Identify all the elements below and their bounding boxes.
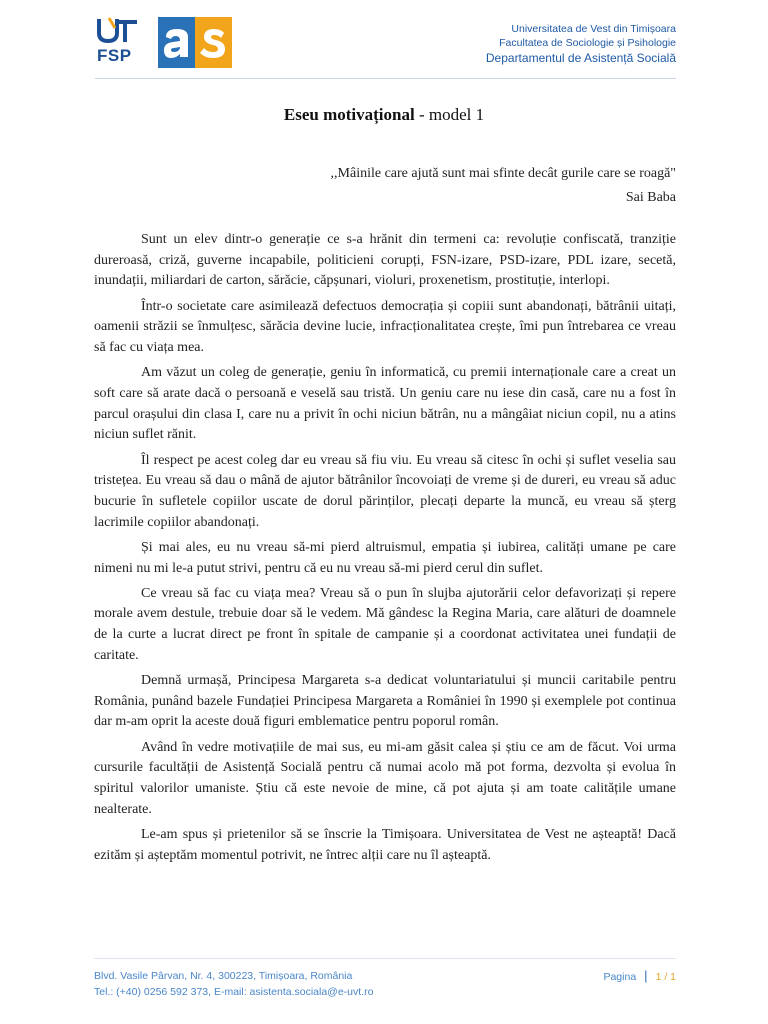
uvt-logo-icon: [95, 16, 141, 46]
footer-contact: [94, 968, 373, 1000]
letterhead: [0, 0, 768, 80]
fsp-label: FSP: [97, 46, 132, 65]
paragraph: Ce vreau să fac cu viața mea? Vreau să o pun în slujba ajutorării celor defavorizați și repere morale avem destule, trebuie doar să le vedem. Mă gândesc la Regina Maria, care alături de doamnele de la curte a lucrat direct pe front în spitale de campanie și a coordonat activitatea unei fundații de caritate.: [94, 585, 676, 663]
page-label: Pagina: [603, 971, 637, 983]
essay-body: [94, 230, 676, 871]
page-number: 1 / 1: [655, 971, 676, 983]
paragraph: Am văzut un coleg de generație, geniu în informatică, cu premii internaționale care a creat un soft care să arate dacă o persoană e veselă sau tristă. Un geniu care nu iese din casă, care nu a fost în parcul orașului din clasa I, care nu a privit în ochi niciun bătrân, nu a mângâiat niciun copil, nu a atins niciun suflet rănit.: [94, 365, 676, 443]
paragraph: Având în vedre motivațiile de mai sus, eu mi-am găsit calea și știu ce am de făcut. Voi urma cursurile facultății de Asistență Socială pentru că numai acolo mă pot forma, dezvolta și evolua în spiritul valorilor umaniste. Știu că este nevoie de mine, că pot ajuta și am toate calitățile umane nealterate.: [94, 739, 676, 817]
asistenta-sociala-logo-icon: [158, 17, 232, 68]
institution-lines: [486, 22, 676, 66]
header-divider: [95, 78, 676, 79]
faculty-name: Facultatea de Sociologie și Psihologie: [499, 37, 676, 49]
footer-divider: [94, 958, 676, 959]
title-bold: Eseu motivațional: [283, 105, 415, 124]
motto-quote: ,,Mâinile care ajută sunt mai sfinte decât gurile care se roagă": [330, 166, 676, 181]
uvt-fsp-logo: [95, 16, 145, 68]
paragraph: Într-o societate care asimilează defectuos democrația și copiii sunt abandonați, bătrânii uitați, oamenii străzii se înmulțesc, sărăcia devine lucie, infracționalitatea crește, îmi pun întrebarea ce vreau să fac cu viața mea.: [94, 298, 676, 356]
footer-phone-email: Tel.: (+40) 0256 592 373, E-mail: asistenta.sociala@e-uvt.ro: [94, 986, 374, 998]
paragraph: Îl respect pe acest coleg dar eu vreau să fiu viu. Eu vreau să citesc în ochi și suflet veselia sau tristețea. Eu vreau să dau o mână de ajutor bătrânilor încovoiați de vreme și de dureri, eu vreau să aduc bucurie în sufletele copiilor uscate de dorul părinților, plecați departe la muncă, eu vreau să șterg lacrimile copiilor abandonați.: [94, 452, 676, 530]
paragraph: Le-am spus și prietenilor să se înscrie la Timișoara. Universitatea de Vest ne așteaptă! Dacă ezităm și așteptăm momentul potrivit, ne întrec alții care nu îl așteaptă.: [94, 826, 676, 863]
department-name: Departamentul de Asistență Socială: [485, 51, 676, 65]
title-rest: - model 1: [414, 105, 485, 124]
motto-author: Sai Baba: [625, 190, 676, 205]
motto: [331, 162, 676, 210]
page-separator: |: [644, 968, 648, 983]
page-indicator: [603, 968, 676, 983]
page-title: [0, 105, 768, 125]
footer-address: Blvd. Vasile Pârvan, Nr. 4, 300223, Timișoara, România: [94, 970, 353, 982]
paragraph: Sunt un elev dintr-o generație ce s-a hrănit din termeni ca: revoluție confiscată, tranziție dureroasă, criză, guverne incapabile, politicieni corupți, FSN-izare, PSD-izare, PDL izare, secetă, inundații, miliardari de carton, sărăcie, căpșunari, violuri, proxenetism, prostituție, interlopi.: [94, 232, 676, 289]
paragraph: Demnă urmașă, Principesa Margareta s-a dedicat voluntariatului și muncii caritabile pentru România, punând bazele Fundației Principesa Margareta a României în 1990 și exemplele pot continua dar m-am oprit la aceste două figuri emblematice pentru poporul român.: [94, 673, 676, 730]
university-name: Universitatea de Vest din Timișoara: [511, 23, 676, 35]
paragraph: Și mai ales, eu nu vreau să-mi pierd altruismul, empatia și iubirea, calități umane pe care nimeni nu mi le-a putut strivi, pentru că eu nu vreau să-mi pierd cerul din suflet.: [94, 539, 676, 576]
